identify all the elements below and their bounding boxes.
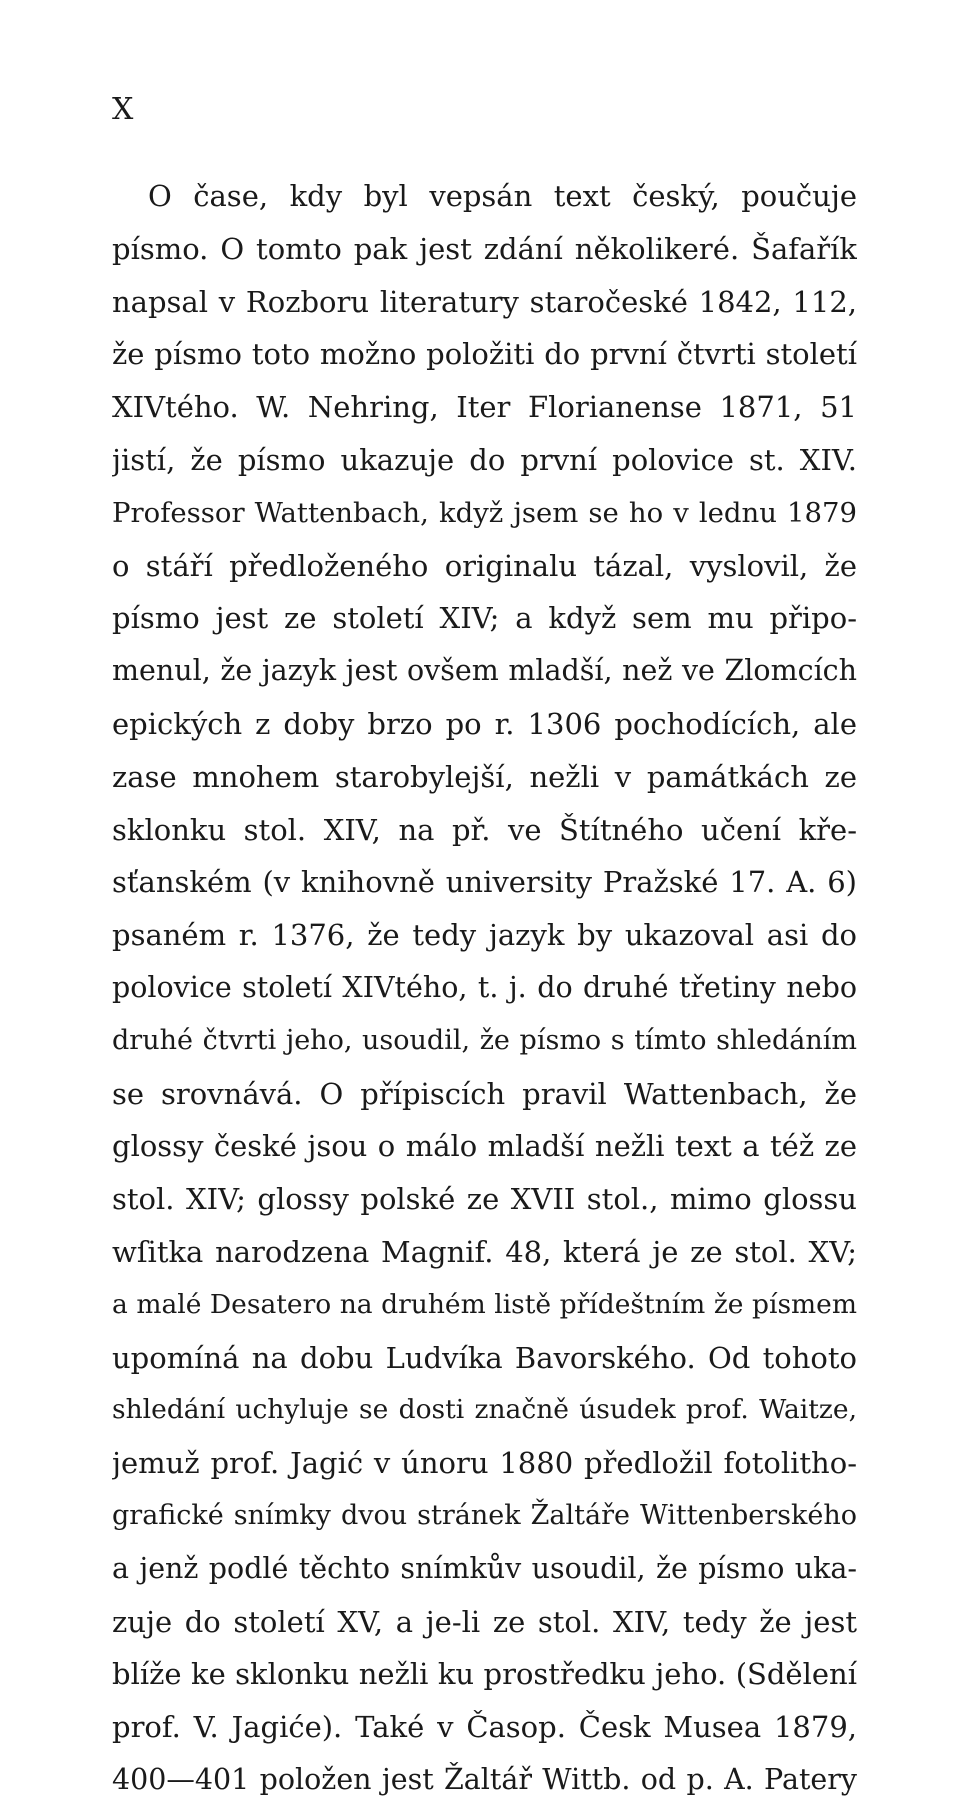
text-line: grafické snímky dvou stránek Žaltáře Wittenberského	[112, 1499, 857, 1531]
text-line: prof. V. Jagiće). Také v Časop. Česk Musea 1879,	[112, 1710, 857, 1745]
text-line: že písmo toto možno položiti do první čtvrti století	[112, 337, 857, 372]
text-line: sťanském (v knihovně university Pražské 17. A. 6)	[112, 865, 857, 900]
page-number: X	[112, 92, 134, 127]
text-line: napsal v Rozboru literatury staročeské 1842, 112,	[112, 284, 857, 319]
text-line: písmo jest ze století XIV; a když sem mu připo-	[112, 601, 857, 636]
text-line: blíže ke sklonku nežli ku prostředku jeho. (Sdělení	[112, 1657, 857, 1692]
text-line: wſitka narodzena Magnif. 48, která je ze stol. XV;	[112, 1234, 857, 1269]
text-line: shledání uchyluje se dosti značně úsudek prof. Waitze,	[112, 1394, 857, 1426]
body-text	[112, 170, 857, 1807]
text-line: a malé Desatero na druhém listě přídeštním že písmem	[112, 1288, 857, 1320]
text-line: a jenž podlé těchto snímkův usoudil, že písmo uka-	[112, 1551, 857, 1585]
text-line: O čase, kdy byl vepsán text český, poučuje	[148, 179, 857, 213]
text-line: polovice století XIVtého, t. j. do druhé třetiny nebo	[112, 970, 857, 1004]
text-line: Professor Wattenbach, když jsem se ho v lednu 1879	[112, 496, 857, 529]
text-line: jemuž prof. Jagić v únoru 1880 předložil fotolitho-	[112, 1446, 857, 1481]
text-line: XIVtého. W. Nehring, Iter Florianense 1871, 51	[112, 390, 857, 425]
text-line: druhé čtvrti jeho, usoudil, že písmo s tímto shledáním	[112, 1024, 857, 1056]
text-line: jistí, že písmo ukazuje do první polovice st. XIV.	[112, 442, 857, 477]
text-line: menul, že jazyk jest ovšem mladší, než ve Zlomcích	[112, 654, 857, 688]
text-line: sklonku stol. XIV, na př. ve Štítného učení kře-	[112, 812, 857, 847]
text-line: psaném r. 1376, že tedy jazyk by ukazoval asi do	[112, 918, 857, 953]
text-line: zuje do století XV, a je-li ze stol. XIV, tedy že jest	[112, 1604, 857, 1639]
text-line: se srovnává. O přípiscích pravil Wattenbach, že	[112, 1076, 857, 1111]
text-line: stol. XIV; glossy polské ze XVII stol., mimo glossu	[112, 1182, 857, 1217]
text-line: zase mnohem starobylejší, nežli v památkách ze	[112, 759, 857, 794]
text-line: upomíná na dobu Ludvíka Bavorského. Od tohoto	[112, 1340, 857, 1375]
text-line: epických z doby brzo po r. 1306 pochodících, ale	[112, 706, 857, 741]
text-line: glossy české jsou o málo mladší nežli text a též ze	[112, 1129, 857, 1164]
text-line: o stáří předloženého originalu tázal, vyslovil, že	[112, 548, 857, 583]
text-line: písmo. O tomto pak jest zdání několikeré. Šafařík	[112, 231, 857, 266]
text-line: 400—401 položen jest Žaltář Wittb. od p. A. Patery	[112, 1762, 857, 1796]
